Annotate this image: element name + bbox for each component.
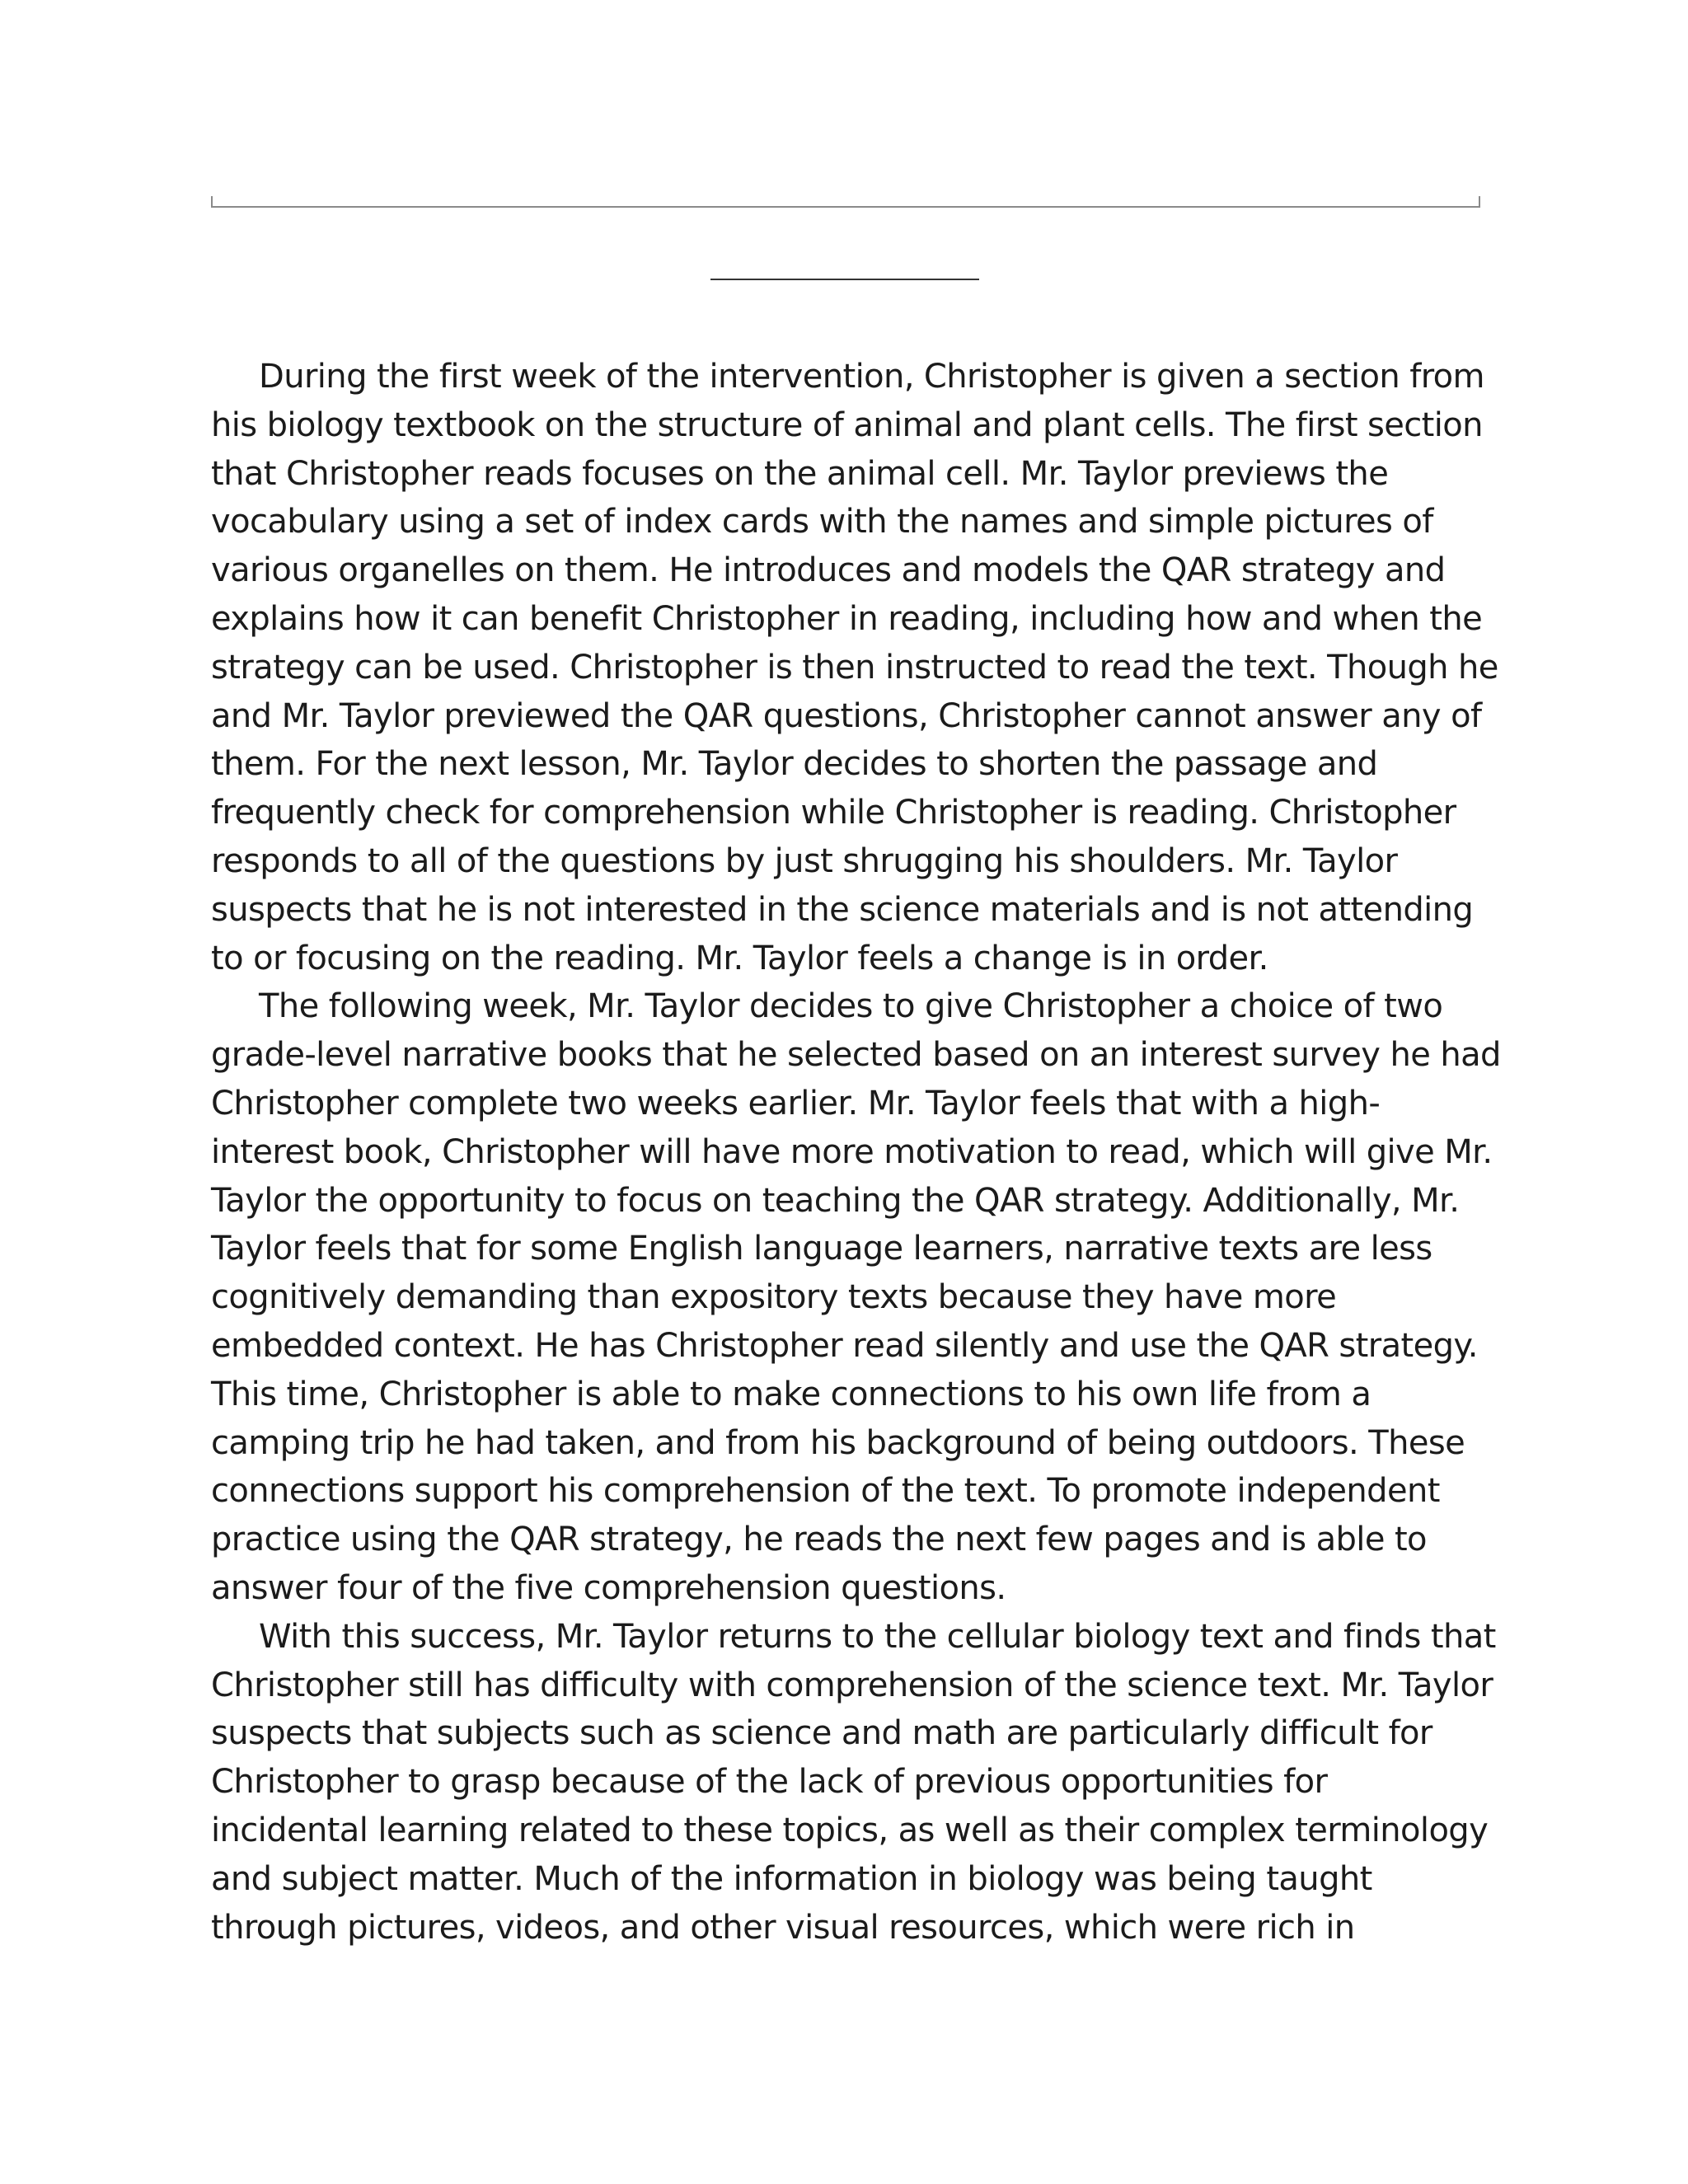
paragraph-3 [211,1613,1497,1952]
document-body [211,353,1501,1952]
text-line: answer four of the five comprehension questions. [211,1568,1006,1607]
text-line: Christopher still has difficulty with comprehension of the science text. Mr. Taylor [211,1666,1493,1704]
paragraph-1 [211,353,1497,982]
text-line: With this success, Mr. Taylor returns to the cellular biology text and finds that [259,1617,1496,1656]
text-line: grade-level narrative books that he selected based on an interest survey he had [211,1036,1501,1075]
text-line: strategy can be used. Christopher is then instructed to read the text. Though he [211,648,1498,687]
text-line: The following week, Mr. Taylor decides to give Christopher a choice of two [259,987,1443,1026]
text-line: connections support his comprehension of the text. To promote independent [211,1472,1440,1511]
text-line: through pictures, videos, and other visual resources, which were rich in [211,1908,1355,1947]
text-line: various organelles on them. He introduces and models the QAR strategy and [211,551,1446,590]
text-line: explains how it can benefit Christopher in reading, including how and when the [211,599,1483,638]
text-line: This time, Christopher is able to make connections to his own life from a [211,1375,1372,1413]
text-line: to or focusing on the reading. Mr. Taylor feels a change is in order. [211,939,1268,977]
text-line: cognitively demanding than expository texts because they have more [211,1278,1337,1317]
text-line: suspects that he is not interested in the science materials and is not attending [211,890,1474,929]
header-rule [211,196,1480,208]
text-line: During the first week of the intervention, Christopher is given a section from [259,358,1484,396]
text-line: that Christopher reads focuses on the animal cell. Mr. Taylor previews the [211,454,1389,493]
text-line: practice using the QAR strategy, he reads the next few pages and is able to [211,1521,1427,1559]
text-line: Christopher complete two weeks earlier. Mr. Taylor feels that with a high- [211,1084,1381,1122]
text-line: embedded context. He has Christopher read silently and use the QAR strategy. [211,1326,1478,1365]
text-line: them. For the next lesson, Mr. Taylor decides to shorten the passage and [211,745,1378,784]
text-line: Taylor feels that for some English language learners, narrative texts are less [211,1230,1432,1268]
text-line: and subject matter. Much of the information in biology was being taught [211,1859,1372,1898]
text-line: interest book, Christopher will have more motivation to read, which will give Mr. [211,1132,1493,1171]
text-line: his biology textbook on the structure of animal and plant cells. The first section [211,405,1483,444]
text-line: Christopher to grasp because of the lack of previous opportunities for [211,1763,1328,1802]
text-line: Taylor the opportunity to focus on teaching the QAR strategy. Additionally, Mr. [211,1181,1460,1220]
text-line: incidental learning related to these topics, as well as their complex terminology [211,1811,1489,1849]
text-line: responds to all of the questions by just shrugging his shoulders. Mr. Taylor [211,841,1398,880]
text-line: suspects that subjects such as science and math are particularly difficult for [211,1714,1432,1753]
text-line: frequently check for comprehension while Christopher is reading. Christopher [211,794,1456,832]
text-line: and Mr. Taylor previewed the QAR questions, Christopher cannot answer any of [211,696,1482,735]
text-line: vocabulary using a set of index cards with the names and simple pictures of [211,503,1433,541]
section-divider [710,279,979,280]
text-line: camping trip he had taken, and from his background of being outdoors. These [211,1423,1465,1462]
paragraph-2 [211,982,1501,1612]
